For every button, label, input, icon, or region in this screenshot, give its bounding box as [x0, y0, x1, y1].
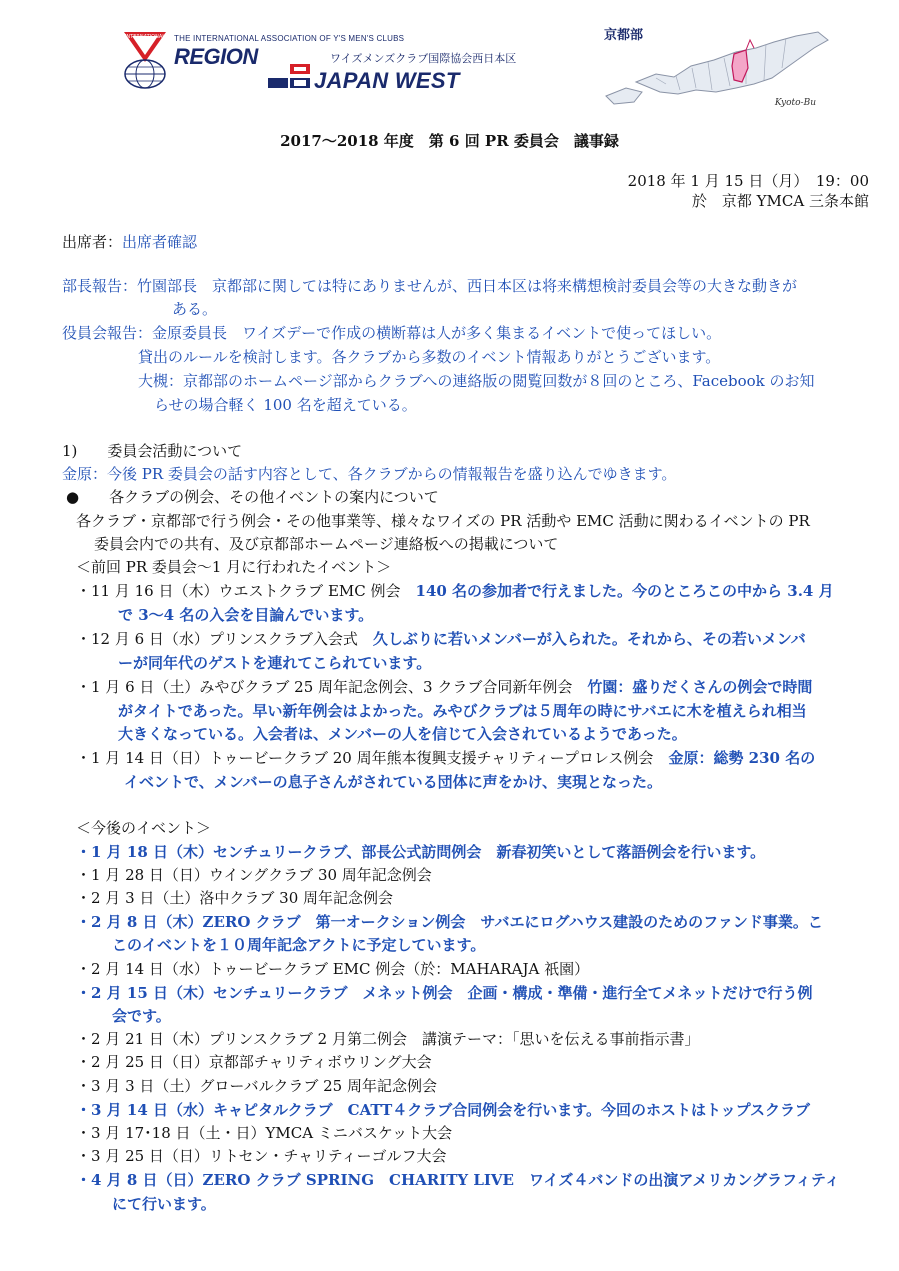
japanese-org-name: ワイズメンズクラブ国際協会西日本区 — [330, 52, 517, 65]
org-logo — [118, 28, 517, 93]
future-event-item: ・2 月 21 日（木）プリンスクラブ 2 月第二例会 講演テーマ：「思いを伝える事前指示書」 — [76, 1030, 700, 1048]
future-event-cont: このイベントを１０周年記念アクトに予定しています。 — [112, 936, 486, 954]
meeting-date: 2018 年 1 月 15 日（月） 19：00 — [627, 172, 869, 190]
future-event-item: ・2 月 14 日（水）トゥービークラブ EMC 例会（於：MAHARAJA 祇園） — [76, 960, 590, 978]
past-event-item — [76, 580, 834, 602]
future-event-item: ・3 月 25 日（日）リトセン・チャリティーゴルフ大会 — [76, 1147, 447, 1165]
event-text: ・1 月 6 日（土）みやびクラブ 25 周年記念例会、3 クラブ合同新年例会 — [76, 678, 588, 696]
report-line: 貸出のルールを検討します。各クラブから多数のイベント情報ありがとうございます。 — [138, 348, 721, 366]
attendees-value: 出席者確認 — [122, 233, 198, 251]
bullet-heading: ● 各クラブの例会、その他イベントの案内について — [66, 488, 439, 506]
report-line: 部長報告：竹園部長 京都部に関しては特にありませんが、西日本区は将来構想検討委員会等の大きな動きが — [62, 277, 798, 295]
event-comment: 140 名の参加者で行えました。今のところこの中から 3.4 月 — [415, 582, 834, 600]
future-event-cont: 会です。 — [112, 1007, 171, 1025]
region-block-icon — [268, 64, 312, 90]
event-comment-cont: で 3〜4 名の入会を目論んでいます。 — [118, 606, 374, 624]
report-line: らせの場合軽く 100 名を超えている。 — [154, 396, 417, 414]
future-event-item: ・3 月 3 日（土）グローバルクラブ 25 周年記念例会 — [76, 1077, 437, 1095]
future-event-item: ・2 月 15 日（木）センチュリークラブ メネット例会 企画・構成・準備・進行全てメネットだけで行う例 — [76, 984, 813, 1002]
attendees-label: 出席者： — [62, 233, 123, 251]
page-title: 2017〜2018 年度 第 6 回 PR 委員会 議事録 — [280, 132, 619, 150]
future-event-item: ・3 月 17･18 日（土・日）YMCA ミニバスケット大会 — [76, 1124, 453, 1142]
attendees-line — [62, 231, 197, 253]
description-line: 委員会内での共有、及び京都部ホームページ連絡板への掲載について — [94, 535, 559, 553]
past-event-item — [76, 628, 806, 650]
future-event-item: ・4 月 8 日（日）ZERO クラブ SPRING CHARITY LIVE ワイズ４バンドの出演アメリカングラフィティ — [76, 1171, 840, 1189]
future-event-item: ・1 月 28 日（日）ウイングクラブ 30 周年記念例会 — [76, 866, 432, 884]
svg-text:INTERNATIONAL: INTERNATIONAL — [124, 34, 166, 40]
report-line: 役員会報告：金原委員長 ワイズデーで作成の横断幕は人が多く集まるイベントで使ってほしい。 — [62, 324, 722, 342]
event-comment-cont: イベントで、メンバーの息子さんがされている団体に声をかけ、実現となった。 — [124, 773, 663, 791]
future-event-item: ・2 月 25 日（日）京都部チャリティボウリング大会 — [76, 1053, 432, 1071]
future-event-item: ・3 月 14 日（水）キャピタルクラブ CATT４クラブ合同例会を行います。今回のホストはトップスクラブ — [76, 1101, 810, 1119]
future-event-cont: にて行います。 — [112, 1195, 216, 1213]
event-text: ・1 月 14 日（日）トゥービークラブ 20 周年熊本復興支援チャリティープロレス例会 — [76, 749, 669, 767]
description-line: 各クラブ・京都部で行う例会・その他事業等、様々なワイズの PR 活動や EMC 活動に関わるイベントの PR — [76, 512, 810, 530]
report-line: 大槻：京都部のホームページ部からクラブへの連絡版の閲覧回数が８回のところ、Facebook のお知 — [138, 372, 815, 390]
event-comment: 竹園：盛りだくさんの例会で時間 — [587, 678, 813, 696]
event-text: ・12 月 6 日（水）プリンスクラブ入会式 — [76, 630, 373, 648]
map-title: 京都部 — [604, 28, 644, 43]
region-text: REGION — [174, 44, 258, 69]
association-name: THE INTERNATIONAL ASSOCIATION OF Y'S MEN'S CLUBS — [174, 34, 405, 43]
future-event-item: ・2 月 8 日（木）ZERO クラブ 第一オークション例会 サバエにログハウス建設のためのファンド事業。こ — [76, 913, 823, 931]
future-event-item: ・2 月 3 日（土）洛中クラブ 30 周年記念例会 — [76, 889, 394, 907]
map-caption: Kyoto-Bu — [774, 98, 816, 108]
meeting-venue: 於 京都 YMCA 三条本館 — [691, 192, 869, 210]
kanehara-note: 金原：今後 PR 委員会の話す内容として、各クラブからの情報報告を盛り込んでゆきます。 — [62, 465, 677, 483]
future-event-item: ・1 月 18 日（木）センチュリークラブ、部長公式訪問例会 新春初笑いとして落語例会を行います。 — [76, 843, 766, 861]
event-comment: 金原：総勢 230 名の — [668, 749, 816, 767]
past-event-item — [76, 747, 815, 769]
event-comment-cont: ーが同年代のゲストを連れてこられています。 — [118, 654, 432, 672]
event-comment: 久しぶりに若いメンバーが入られた。それから、その若いメンバ — [372, 630, 806, 648]
past-events-heading: ＜前回 PR 委員会〜1 月に行われたイベント＞ — [76, 558, 392, 576]
section-heading: 1) 委員会活動について — [62, 442, 243, 460]
event-comment-cont: 大きくなっている。入会者は、メンバーの人を信じて入会されているようであった。 — [118, 725, 687, 743]
event-comment-cont: がタイトであった。早い新年例会はよかった。みやびクラブは５周年の時にサバエに木を植えられ相当 — [118, 702, 807, 720]
future-events-heading: ＜今後のイベント＞ — [76, 819, 212, 837]
ys-men-emblem-icon — [118, 28, 172, 92]
event-text: ・11 月 16 日（木）ウエストクラブ EMC 例会 — [76, 582, 416, 600]
kyoto-bu-map — [596, 22, 836, 106]
japan-west-text: JAPAN WEST — [314, 68, 460, 93]
past-event-item — [76, 676, 812, 698]
report-line: ある。 — [172, 300, 218, 318]
